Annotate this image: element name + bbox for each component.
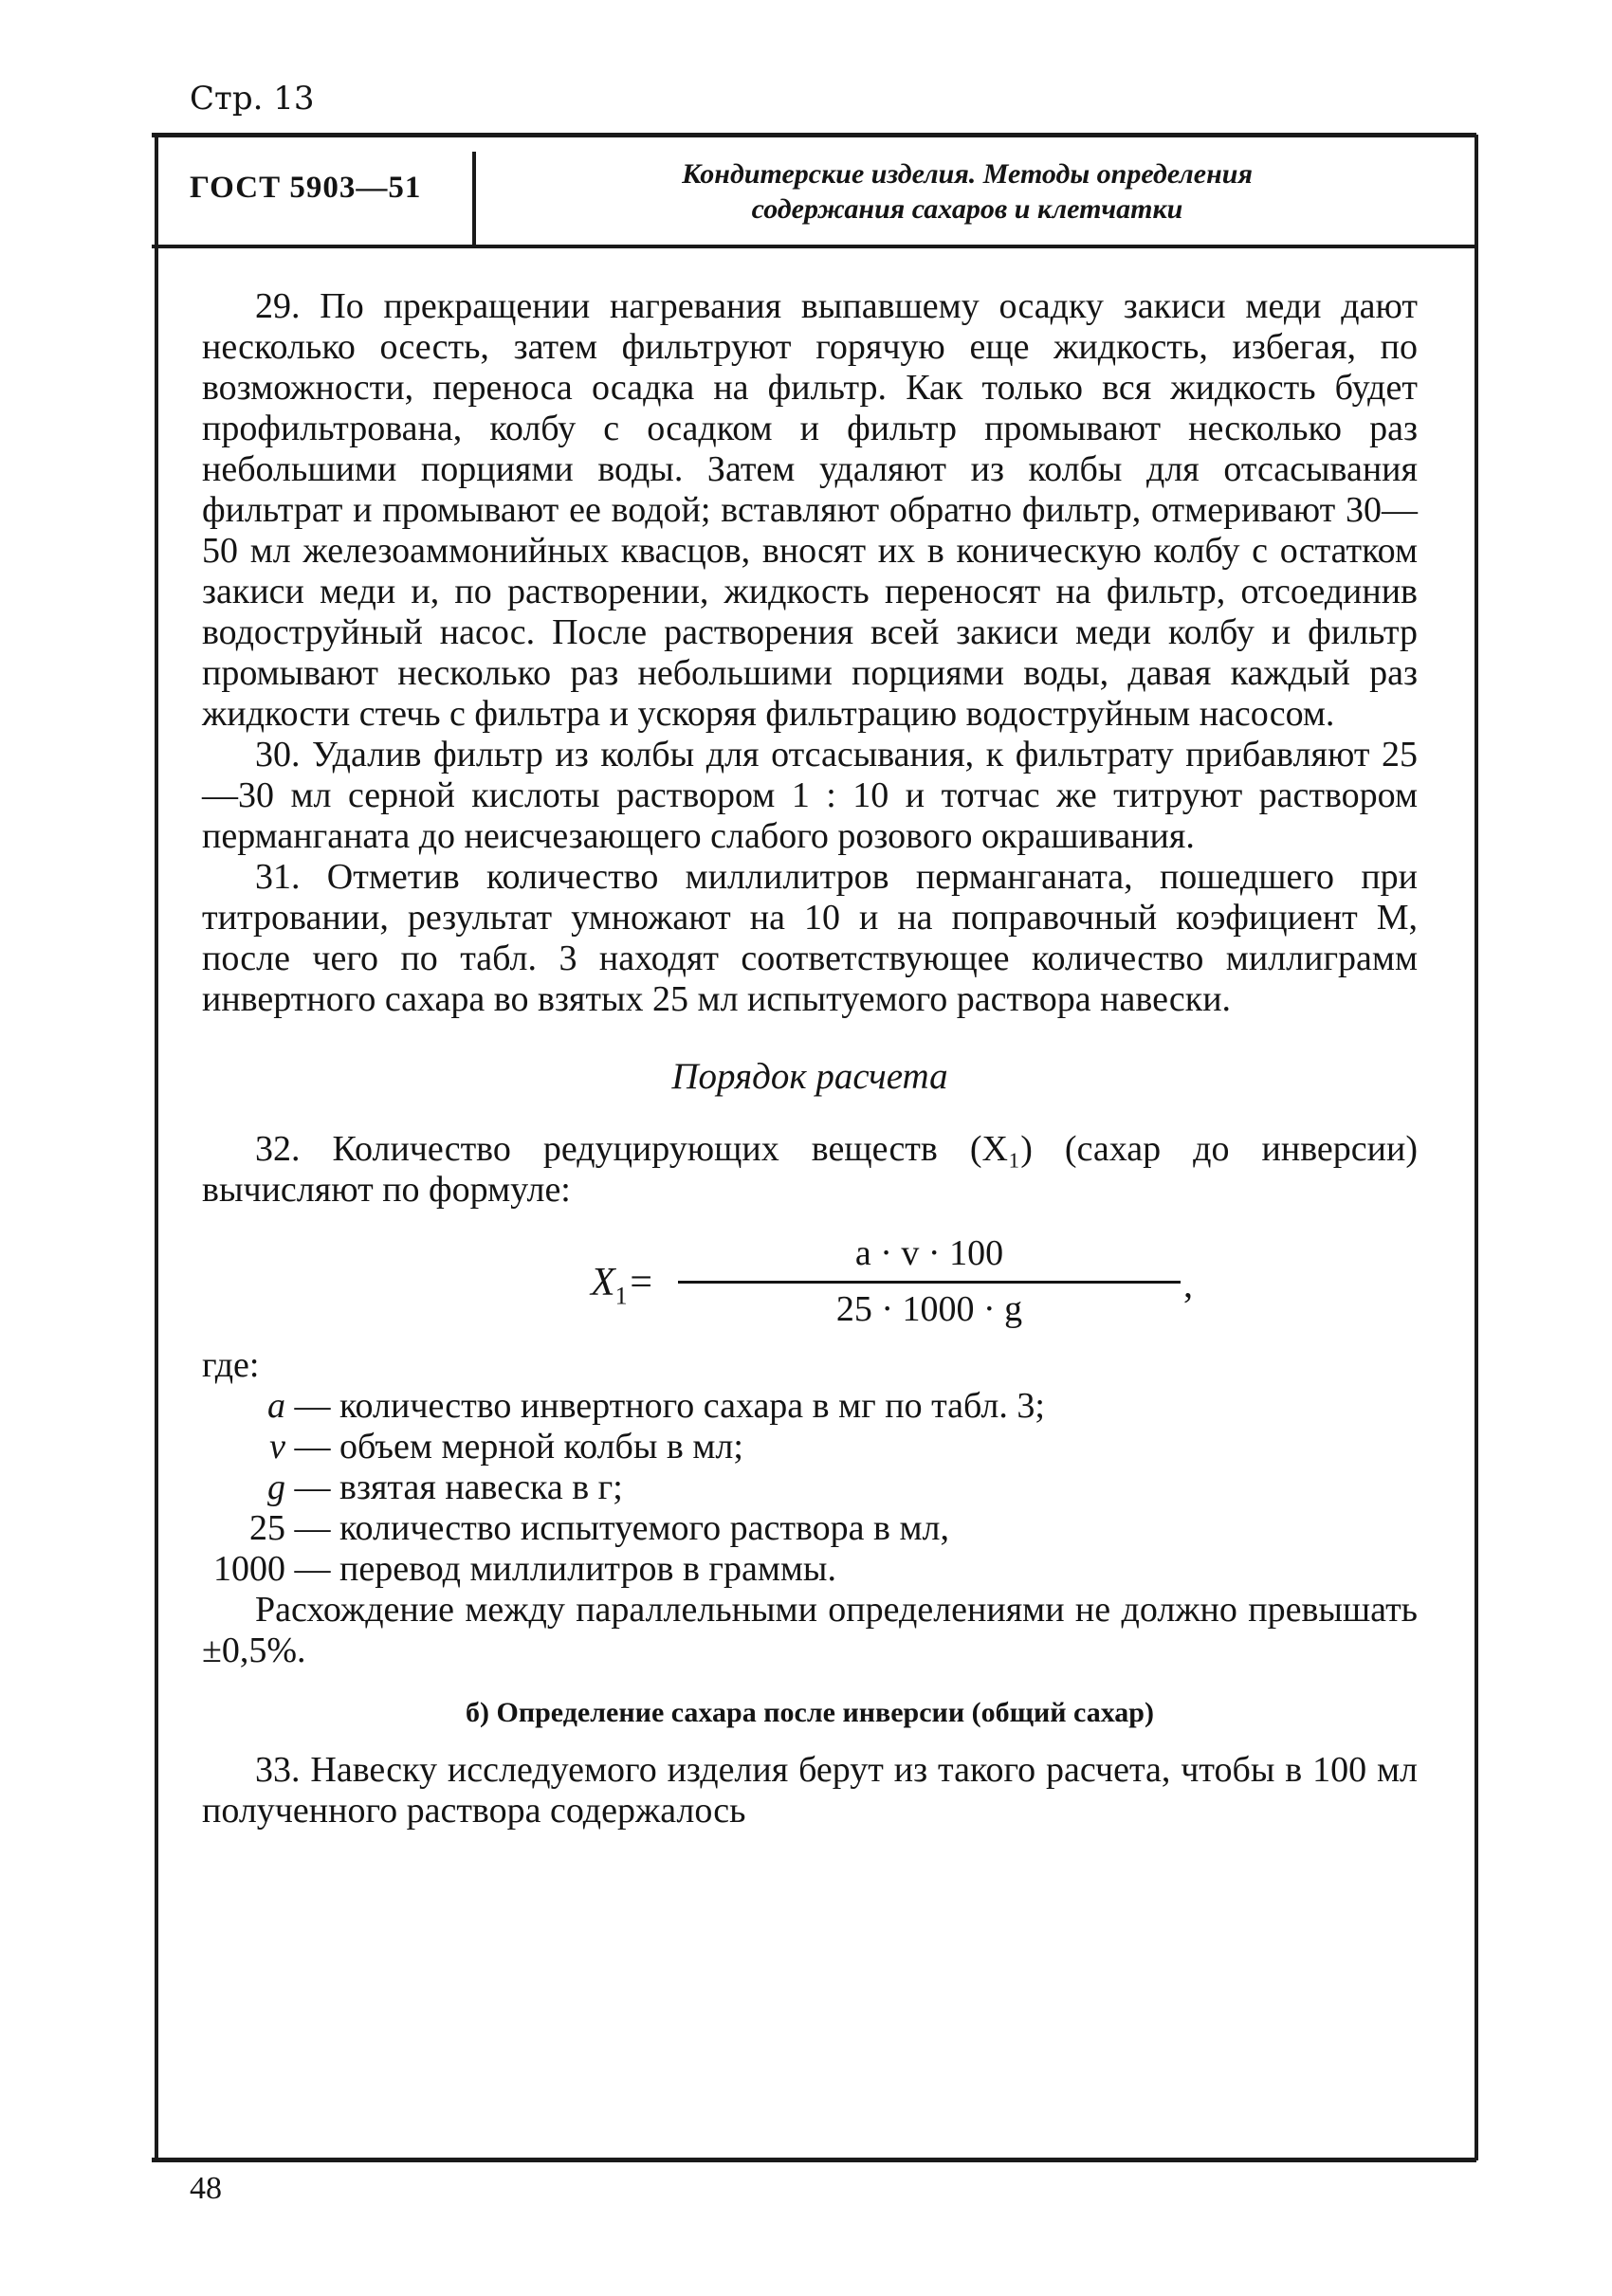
standard-title-line2: содержания сахаров и клетчатки xyxy=(751,193,1183,225)
definition-symbol: v xyxy=(269,1427,285,1467)
paragraph-33: 33. Навеску исследуемого изделия берут из такого расчета, чтобы в 100 мл полученного раствора содержалось xyxy=(202,1750,1418,1831)
definition-symbol: 25 xyxy=(249,1508,285,1548)
subsection-heading: б) Определение сахара после инверсии (общий сахар) xyxy=(466,1697,1154,1728)
definition-item xyxy=(202,1549,1418,1590)
formula-equals: = xyxy=(627,1261,654,1304)
tolerance-note: Расхождение между параллельными определениями не должно превышать ±0,5%. xyxy=(202,1590,1418,1670)
page-label: Стр. 13 xyxy=(190,80,315,118)
footer-rule xyxy=(152,2158,1476,2162)
standard-code: ГОСТ 5903—51 xyxy=(190,171,422,205)
header-bottom-rule xyxy=(152,245,1476,248)
formula-comma: , xyxy=(1183,1263,1193,1305)
where-label: где: xyxy=(202,1345,260,1385)
definition-text: — перевод миллилитров в граммы. xyxy=(294,1549,836,1589)
definition-text: — количество инвертного сахара в мг по табл. 3; xyxy=(294,1386,1045,1426)
definitions-list xyxy=(202,1386,1418,1590)
page-number: 48 xyxy=(190,2171,222,2206)
definition-item xyxy=(202,1427,1418,1467)
standard-title xyxy=(493,156,1441,227)
formula xyxy=(202,1230,1418,1336)
header-divider xyxy=(472,152,476,245)
definition-symbol: 1000 xyxy=(213,1549,285,1589)
formula-denominator: 25 · 1000 · g xyxy=(678,1281,1181,1333)
paragraph-32: 32. Количество редуцирующих веществ (X₁) (сахар до инверсии) вычисляют по формуле: xyxy=(202,1129,1418,1210)
paragraph-29: 29. По прекращении нагревания выпавшему осадку закиси меди дают несколько осесть, затем фильтруют горячую еще жидкость, избегая, по возможности, переноса осадка на фильтр. Как только вся жидкость будет профильтрована, колбу с осадком и фильтр промывают несколько раз небольшими порциями воды. Затем удаляют из колбы для отсасывания фильтрат и промывают ее водой; вставляют обратно фильтр, отмеривают 30—50 мл железоаммонийных квасцов, вносят их в коническую колбу с остатком закиси меди и, по растворении, жидкость переносят на фильтр, отсоединив водоструйный насос. После растворения всей закиси меди колбу и фильтр промывают несколько раз небольшими порциями воды, давая каждый раз жидкости стечь с фильтра и ускоряя фильтрацию водоструйным насосом. xyxy=(202,286,1418,734)
formula-lhs-subscript: 1 xyxy=(614,1282,628,1310)
standard-title-line1: Кондитерские изделия. Методы определения xyxy=(682,158,1253,190)
definition-symbol: a xyxy=(267,1386,285,1426)
definition-text: — количество испытуемого раствора в мл, xyxy=(294,1508,949,1548)
definition-text: — объем мерной колбы в мл; xyxy=(294,1427,743,1467)
definition-item xyxy=(202,1386,1418,1427)
section-title: Порядок расчета xyxy=(671,1056,948,1097)
definition-item xyxy=(202,1467,1418,1508)
definition-symbol: g xyxy=(267,1467,285,1507)
paragraph-30: 30. Удалив фильтр из колбы для отсасывания, к фильтрату прибавляют 25—30 мл серной кислоты раствором 1 : 10 и тотчас же титруют раствором перманганата до неисчезающего слабого розового окрашивания. xyxy=(202,735,1418,856)
formula-lhs xyxy=(591,1263,654,1316)
definition-item xyxy=(202,1508,1418,1549)
formula-numerator: a · v · 100 xyxy=(854,1233,1004,1273)
paragraph-31: 31. Отметив количество миллилитров перманганата, пошедшего при титровании, результат умножают на 10 и на поправочный коэфициент М, после чего по табл. 3 находят соответствующее количество миллиграмм инвертного сахара во взятых 25 мл испытуемого раствора навески. xyxy=(202,857,1418,1019)
document-body xyxy=(202,286,1418,1831)
formula-lhs-symbol: X xyxy=(591,1261,615,1304)
definition-text: — взятая навеска в г; xyxy=(294,1467,623,1507)
formula-fraction xyxy=(678,1230,1181,1333)
